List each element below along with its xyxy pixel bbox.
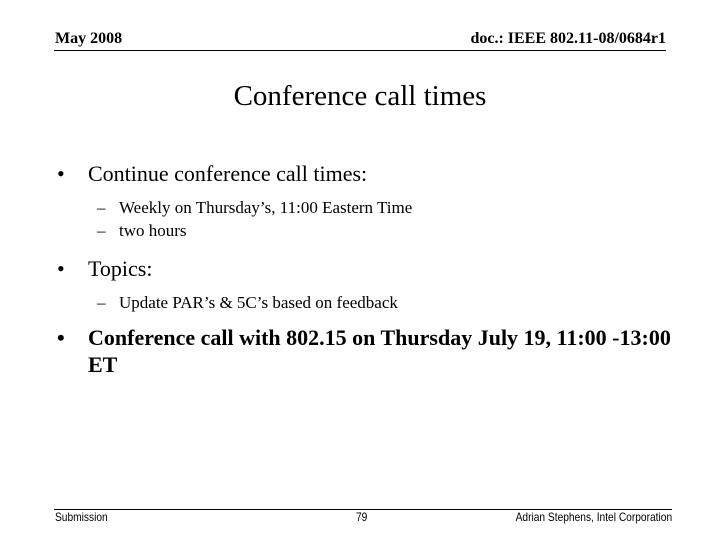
header-rule: [54, 50, 666, 51]
dash-marker: –: [97, 198, 106, 217]
bullet-marker: •: [57, 161, 65, 186]
footer-page-number: 79: [356, 510, 368, 524]
header-doc-id: doc.: IEEE 802.11-08/0684r1: [470, 30, 666, 47]
subitem-weekly: [57, 196, 677, 219]
bullet-topics: [57, 255, 677, 282]
bullet-continue-times: [57, 160, 677, 187]
subitem-text: Update PAR’s & 5C’s based on feedback: [119, 293, 398, 312]
footer-submission: Submission: [55, 510, 108, 524]
subitem-update-par: [57, 291, 677, 314]
slide-body: [57, 160, 677, 378]
slide-title: Conference call times: [233, 80, 487, 112]
bullet-text: Continue conference call times:: [88, 161, 368, 186]
dash-marker: –: [97, 293, 106, 312]
footer-author: Adrian Stephens, Intel Corporation: [515, 510, 672, 524]
bullet-text: Topics:: [88, 256, 153, 281]
bullet-marker: •: [57, 256, 65, 281]
bullet-marker: •: [57, 325, 65, 350]
subitem-duration: [57, 219, 677, 242]
subitem-text: two hours: [119, 221, 187, 240]
subitem-text: Weekly on Thursday’s, 11:00 Eastern Time: [119, 198, 413, 217]
header-date: May 2008: [55, 30, 123, 47]
dash-marker: –: [97, 221, 106, 240]
bullet-text: Conference call with 802.15 on Thursday July 19, 11:00 -13:00 ET: [88, 325, 671, 377]
bullet-conference-call-802-15: [57, 324, 677, 378]
